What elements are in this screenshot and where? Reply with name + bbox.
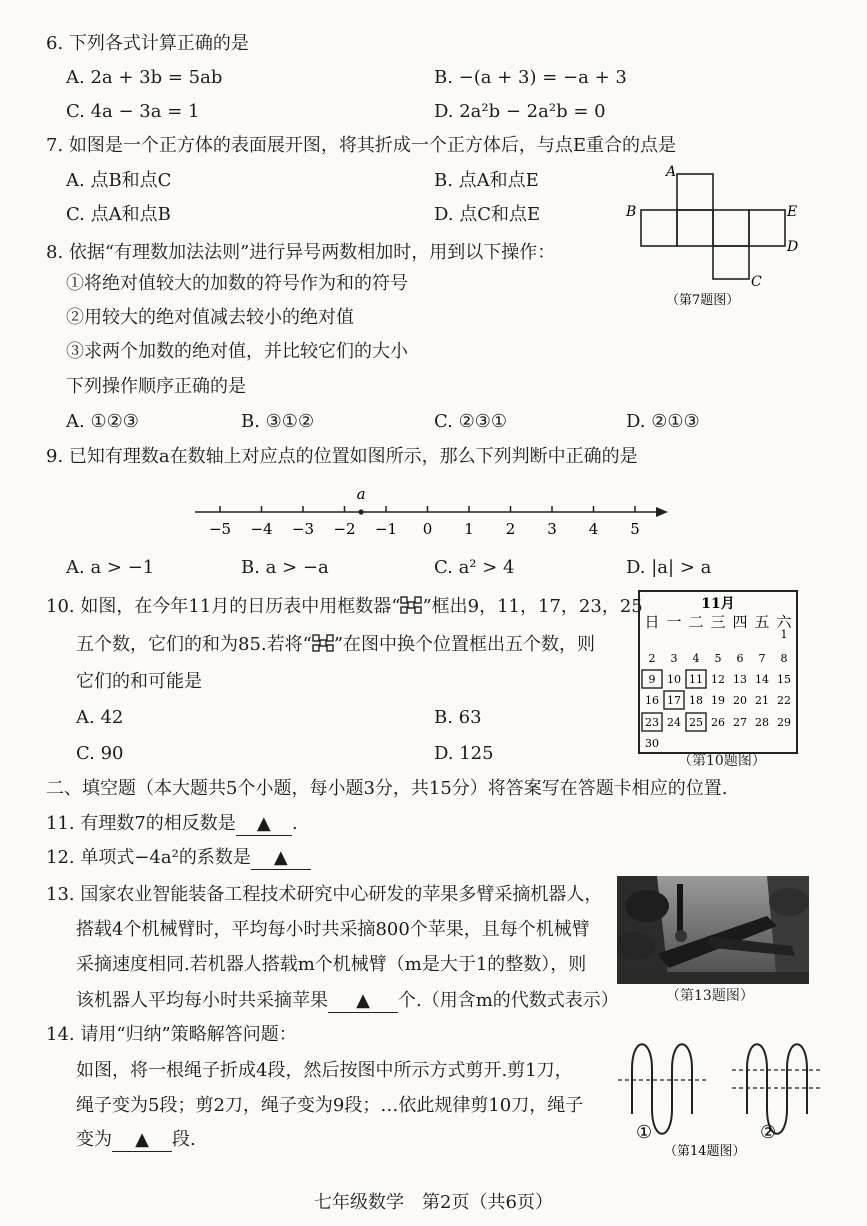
calendar-day: 5 [714,652,722,665]
section-2-heading: 二、填空题（本大题共5个小题，每小题3分，共15分）将答案写在答题卡相应的位置. [46,778,728,799]
net-label-a: A [666,164,677,180]
q7-caption: （第7题图） [666,293,740,308]
q8-step-2: ②用较大的绝对值减去较小的绝对值 [66,307,354,328]
calendar-day: 3 [670,652,678,665]
q8-stem: 8. 依据“有理数加法法则”进行异号两数相加时，用到以下操作： [46,242,556,263]
q9-option-c: C. a² > 4 [434,557,515,578]
tick-label: 3 [547,520,557,538]
q10-line-2b: ”在图中换个位置框出五个数，则 [333,634,596,655]
q8-option-d: D. ②①③ [626,411,700,432]
q13-line-3: 采摘速度相同.若机器人搭载m个机械臂（m是大于1的整数），则 [76,954,587,975]
calendar-day: 17 [667,694,681,707]
calendar-day: 11 [689,673,703,686]
calendar-day: 19 [711,694,725,707]
page-footer: 七年级数学 第2页（共6页） [314,1192,553,1213]
rope-figure-1 [632,1044,692,1134]
point-a-label: a [356,485,366,503]
q8-step-1: ①将绝对值较大的加数的符号作为和的符号 [66,273,408,294]
rope-figure [612,1034,822,1164]
number-line [180,484,680,544]
q11-text: 11. 有理数7的相反数是 [46,813,236,834]
calendar-day: 12 [711,673,725,686]
q8-option-c: C. ②③① [434,411,507,432]
calendar-day: 15 [777,673,791,686]
calendar-day: 1 [780,628,788,641]
q7-option-a: A. 点B和点C [66,170,172,191]
q14-line-1: 如图，将一根绳子折成4段，然后按图中所示方式剪开.剪1刀， [76,1060,573,1081]
calendar-day: 23 [645,716,659,729]
net-label-c: C [751,274,762,290]
calendar-day: 6 [736,652,744,665]
blank-triangle-icon: ▲ [256,813,271,834]
q10-caption: （第10题图） [678,753,766,769]
q12-text: 12. 单项式−4a²的系数是 [46,847,251,868]
q11-period: . [291,813,298,834]
calendar-day: 8 [780,652,788,665]
tick-label: 0 [422,520,433,538]
blank-triangle-icon: ▲ [135,1129,149,1150]
calendar-day: 14 [755,673,769,686]
q14-caption: （第14题图） [664,1144,746,1159]
q13-line-4 [76,990,619,1013]
calendar-day: 28 [755,716,769,729]
calendar-day: 16 [645,694,659,707]
q13-caption: （第13题图） [666,988,754,1004]
calendar-day: 2 [648,652,656,665]
tick-label: −4 [250,520,273,538]
q14-answer-blank [112,1129,172,1152]
q10-line-1b: ”框出9，11，17，23，25 [422,596,643,617]
q13-answer-blank [328,990,398,1013]
tick-label: 1 [464,520,474,538]
calendar-day: 24 [667,716,681,729]
calendar-day: 25 [689,716,703,729]
q14-line-3a: 变为 [76,1129,112,1150]
q10-option-c: C. 90 [76,743,124,764]
q10-option-d: D. 125 [434,743,494,764]
q11-answer-blank [236,813,292,836]
q14-line-3b: 段. [172,1129,196,1150]
tick-label: −2 [333,520,356,538]
calendar-figure [638,590,798,754]
tick-label: −3 [291,520,315,538]
frame-counter-icon [400,596,422,614]
point-a-marker [359,509,364,514]
calendar-day: 13 [733,673,747,686]
q13-line-4a: 该机器人平均每小时共采摘苹果 [76,990,328,1011]
rope-figure-2 [747,1044,807,1134]
rope-label-1: ① [636,1122,653,1143]
calendar-weekday: 日 [644,613,660,631]
calendar-day: 9 [648,673,656,686]
frame-counter-icon [312,634,334,652]
q14-line-3 [76,1129,196,1152]
q12 [46,847,311,870]
q8-option-a: A. ①②③ [66,411,139,432]
q13-line-2: 搭载4个机械臂时，平均每小时共采摘800个苹果，且每个机械臂 [76,919,590,940]
q10-line-3: 它们的和可能是 [76,671,202,692]
q10-line-2a: 五个数，它们的和为85.若将“ [76,634,312,655]
calendar-day: 7 [758,652,766,665]
q10-option-b: B. 63 [434,707,482,728]
q14-stem: 14. 请用“归纳”策略解答问题： [46,1024,297,1045]
calendar-day: 29 [777,716,791,729]
q6-option-c: C. 4a − 3a = 1 [66,101,200,122]
calendar-weekday: 二 [688,613,704,631]
q14-line-2: 绳子变为5段；剪2刀，绳子变为9段；…依此规律剪10刀，绳子 [76,1095,584,1116]
blank-triangle-icon: ▲ [273,847,288,868]
calendar-title: 11月 [701,596,735,612]
net-label-b: B [626,204,637,220]
q9-option-d: D. |a| > a [626,557,712,578]
blank-triangle-icon: ▲ [356,990,370,1011]
tick-label: 2 [505,520,516,538]
q7-option-d: D. 点C和点E [434,204,541,225]
calendar-weekday: 四 [732,613,748,631]
q10-line-1a: 10. 如图，在今年11月的日历表中用框数器“ [46,596,401,617]
calendar-day: 10 [667,673,681,686]
q8-ask: 下列操作顺序正确的是 [66,376,246,397]
calendar-day: 22 [777,694,791,707]
calendar-weekday: 一 [666,613,682,631]
calendar-day: 20 [733,694,747,707]
q6-option-a: A. 2a + 3b = 5ab [66,67,223,88]
cube-net-figure [622,160,812,310]
tick-label: 5 [630,520,640,538]
q13-line-4b: 个.（用含m的代数式表示） [398,990,619,1011]
tick-label: 4 [588,520,599,538]
q13-line-1: 13. 国家农业智能装备工程技术研究中心研发的苹果多臂采摘机器人， [46,884,603,905]
q6-option-d: D. 2a²b − 2a²b = 0 [434,101,606,122]
q8-option-b: B. ③①② [241,411,315,432]
net-label-d: D [787,239,799,255]
calendar-day: 4 [692,652,700,665]
q6-stem: 6. 下列各式计算正确的是 [46,33,249,54]
q7-stem: 7. 如图是一个正方体的表面展开图，将其折成一个正方体后，与点E重合的点是 [46,135,677,156]
calendar-weekday: 六 [776,613,792,631]
q11 [46,813,298,836]
q10-line-2 [76,634,595,656]
tick-label: −5 [208,520,232,538]
rope-label-2: ② [760,1122,777,1143]
net-label-e: E [787,204,798,220]
q6-option-b: B. −(a + 3) = −a + 3 [434,67,627,88]
calendar-weekday: 五 [754,613,770,631]
tick-label: −1 [374,520,398,538]
calendar-day: 21 [755,694,769,707]
q10-line-1 [46,596,643,618]
q10-option-a: A. 42 [76,707,124,728]
robot-photo [617,876,809,984]
calendar-day: 18 [689,694,703,707]
calendar-day: 26 [711,716,725,729]
calendar-weekday: 三 [710,613,726,631]
q8-step-3: ③求两个加数的绝对值，并比较它们的大小 [66,341,408,362]
q9-option-b: B. a > −a [241,557,329,578]
calendar-day: 27 [733,716,747,729]
calendar-day: 30 [645,737,659,750]
q9-stem: 9. 已知有理数a在数轴上对应点的位置如图所示，那么下列判断中正确的是 [46,446,638,467]
q7-option-b: B. 点A和点E [434,170,539,191]
q9-option-a: A. a > −1 [66,557,155,578]
q12-answer-blank [251,847,311,870]
q7-option-c: C. 点A和点B [66,204,171,225]
